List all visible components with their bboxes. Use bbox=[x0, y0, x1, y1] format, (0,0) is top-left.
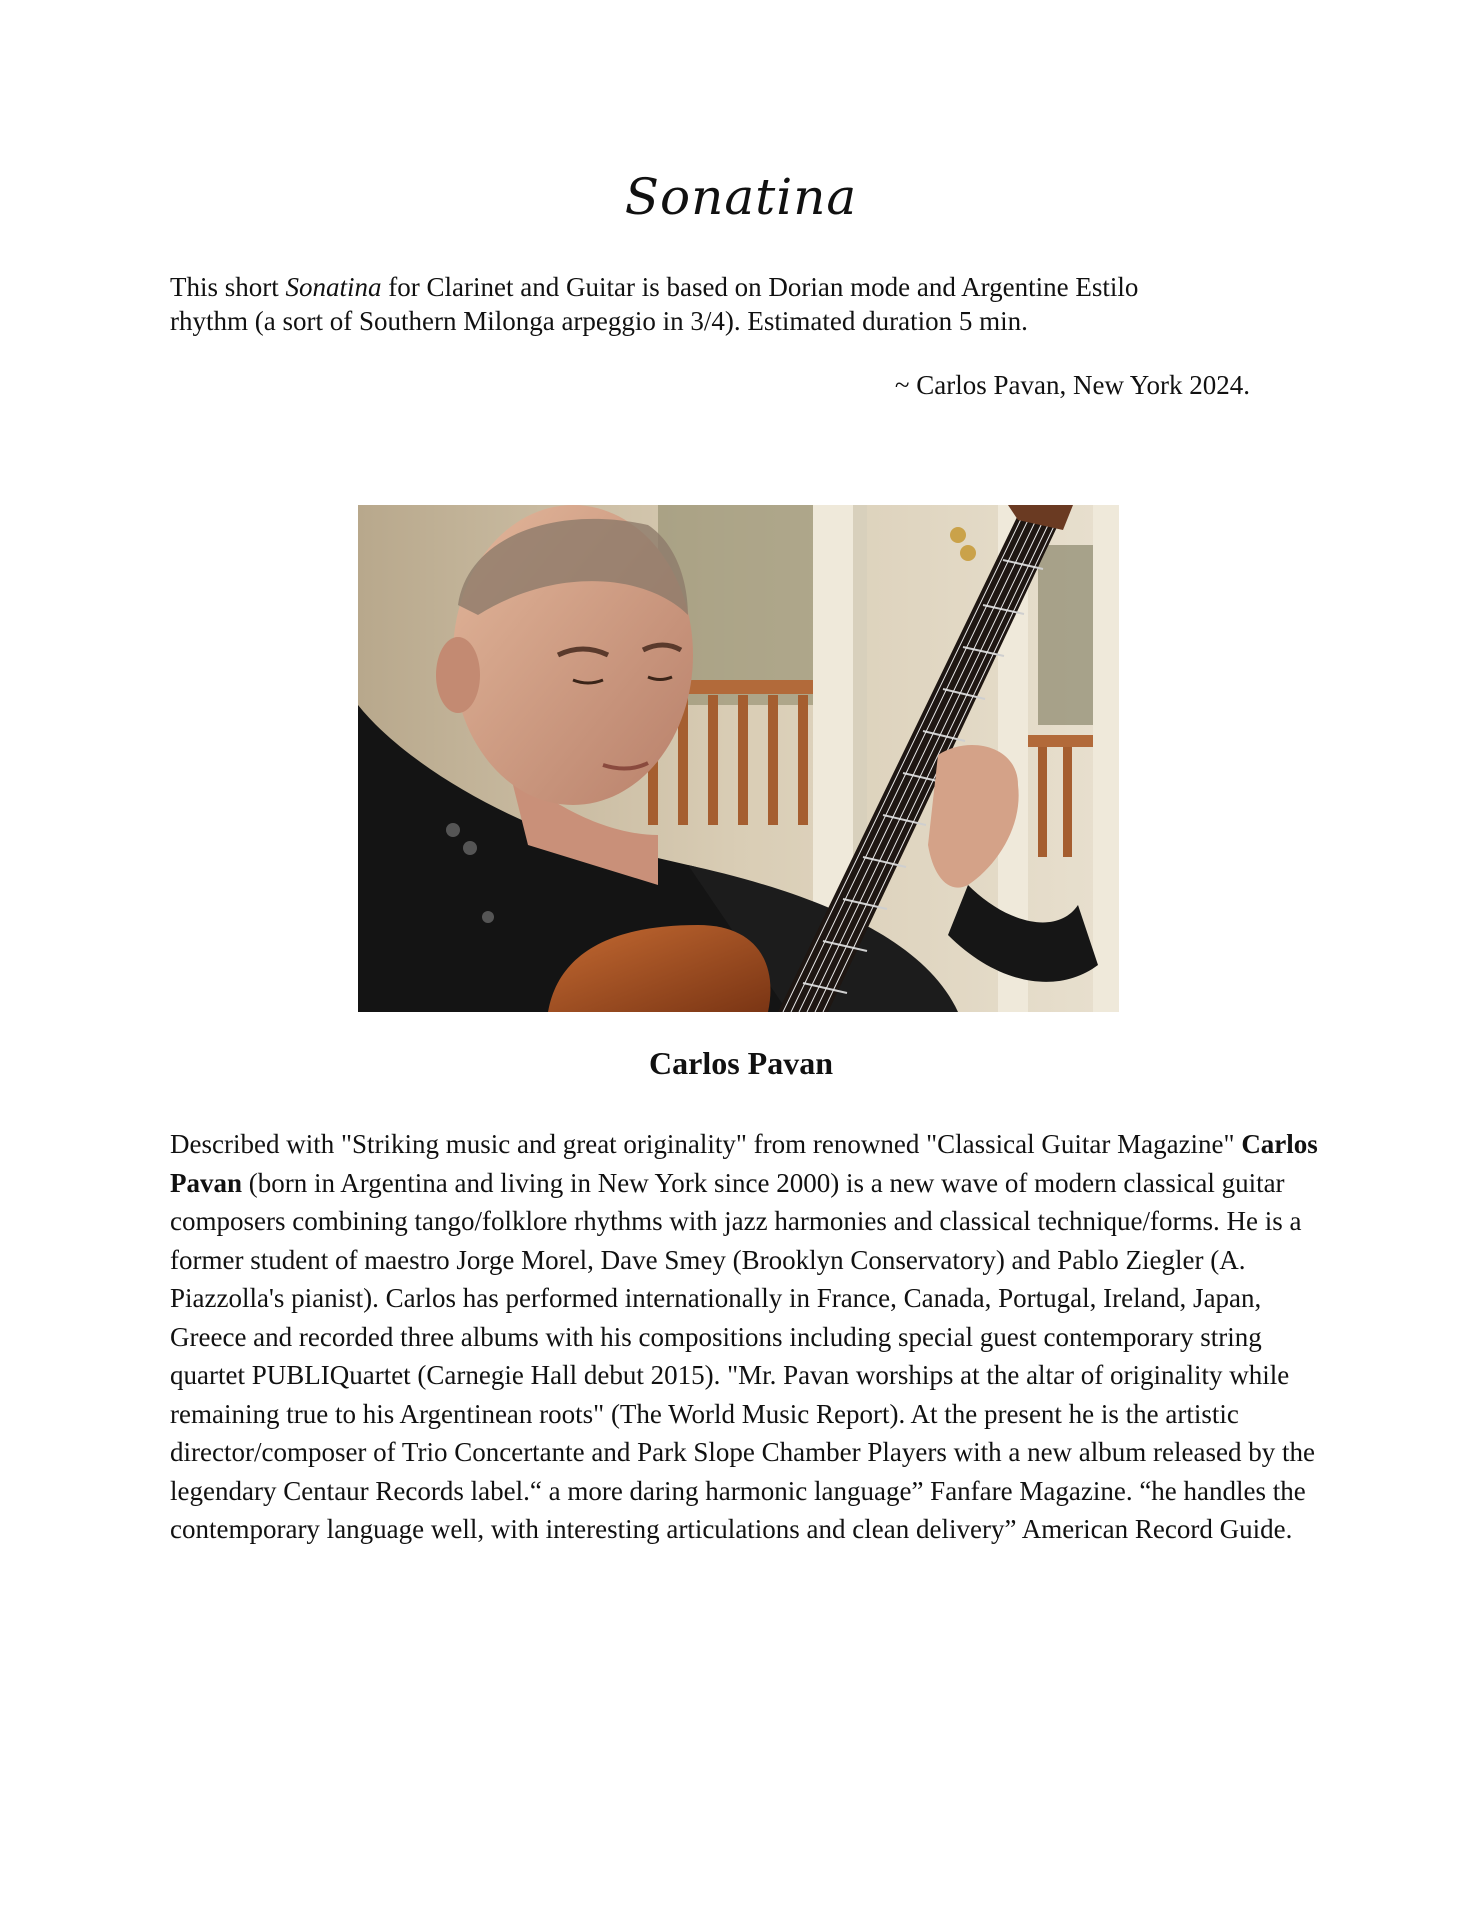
intro-work-title: Sonatina bbox=[285, 272, 382, 302]
bio-paragraph bbox=[170, 1125, 1320, 1549]
intro-rest-line2: rhythm (a sort of Southern Milonga arpeggio in 3/4). Estimated duration 5 min. bbox=[170, 306, 1028, 336]
signature-line: ~ Carlos Pavan, New York 2024. bbox=[894, 370, 1250, 400]
intro-rest-line1: for Clarinet and Guitar is based on Dorian mode and Argentine Estilo bbox=[381, 272, 1139, 302]
intro-paragraph bbox=[170, 270, 1280, 338]
bio-part2: (born in Argentina and living in New York since 2000) is a new wave of modern classical guitar composers combining tango/folklore rhythms with jazz harmonies and classical technique/forms. He is a former student of maestro Jorge Morel, Dave Smey (Brooklyn Conservatory) and Pablo Ziegler (A. Piazzolla's pianist). Carlos has performed internationally in France, Canada, Portugal, Ireland, Japan, Greece and recorded three albums with his compositions including special guest contemporary string quartet PUBLIQuartet (Carnegie Hall debut 2015). "Mr. Pavan worships at the altar of originality while remaining true to his Argentinean roots" (The World Music Report). At the present he is the artistic director/composer of Trio Concertante and Park Slope Chamber Players with a new album released by the legendary Centaur Records label.“ a more daring harmonic language” Fanfare Magazine. “he handles the contemporary language well, with interesting articulations and clean delivery” American Record Guide. bbox=[170, 1167, 1315, 1544]
intro-lead: This short bbox=[170, 272, 286, 302]
composer-name: Carlos Pavan bbox=[649, 1045, 833, 1081]
bio-part1: Described with "Striking music and great originality" from renowned "Classical Guitar Magazine" bbox=[170, 1129, 1242, 1159]
document-title: Sonatina bbox=[624, 168, 858, 226]
composer-photo bbox=[358, 505, 1119, 1012]
bio-name-bold: Carlos Pavan bbox=[170, 1129, 1318, 1198]
